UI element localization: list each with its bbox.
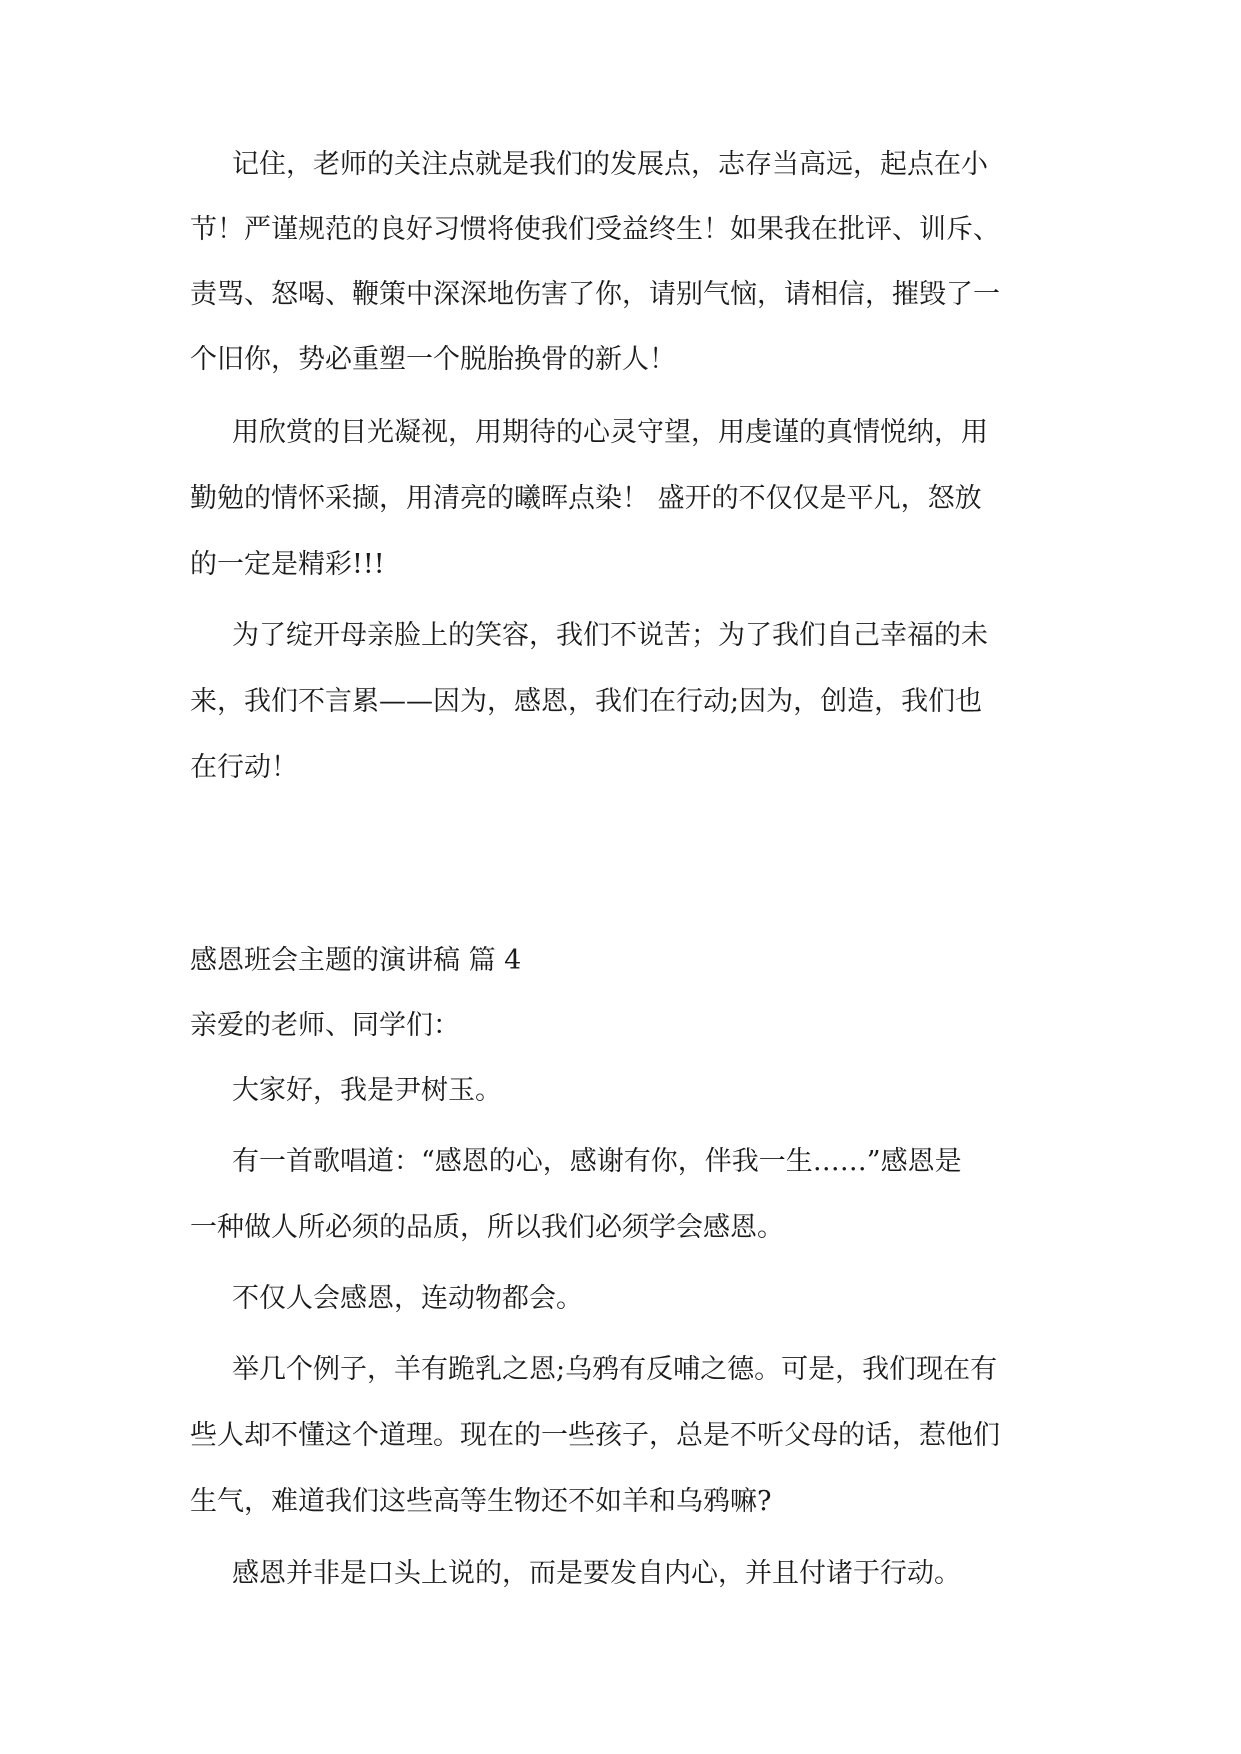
paragraph-line: 记住，老师的关注点就是我们的发展点，志存当高远，起点在小 <box>232 149 988 180</box>
paragraph-line: 的一定是精彩!!! <box>190 549 385 580</box>
paragraph-line: 责骂、怒喝、鞭策中深深地伤害了你，请别气恼，请相信，摧毁了一 <box>190 279 1000 310</box>
paragraph-line: 来，我们不言累——因为，感恩，我们在行动;因为，创造，我们也 <box>190 686 983 717</box>
paragraph-line: 不仅人会感恩，连动物都会。 <box>232 1283 583 1314</box>
paragraph-line: 举几个例子，羊有跪乳之恩;乌鸦有反哺之德。可是，我们现在有 <box>232 1354 998 1385</box>
paragraph-line: 生气，难道我们这些高等生物还不如羊和乌鸦嘛? <box>190 1486 772 1517</box>
paragraph-line: 个旧你，势必重塑一个脱胎换骨的新人！ <box>190 344 676 375</box>
salutation: 亲爱的老师、同学们： <box>190 1010 460 1041</box>
paragraph-line: 些人却不懂这个道理。现在的一些孩子，总是不听父母的话，惹他们 <box>190 1420 1000 1451</box>
paragraph-line: 在行动！ <box>190 752 298 783</box>
paragraph-line: 感恩并非是口头上说的，而是要发自内心，并且付诸于行动。 <box>232 1558 961 1589</box>
paragraph-line: 勤勉的情怀采撷，用清亮的曦晖点染！ 盛开的不仅仅是平凡，怒放 <box>190 483 982 514</box>
paragraph-line: 大家好，我是尹树玉。 <box>232 1075 502 1106</box>
paragraph-line: 有一首歌唱道：“感恩的心，感谢有你，伴我一生……”感恩是 <box>232 1146 962 1177</box>
paragraph-line: 节！严谨规范的良好习惯将使我们受益终生！如果我在批评、训斥、 <box>190 214 1000 245</box>
section-title: 感恩班会主题的演讲稿 篇 4 <box>190 945 522 976</box>
paragraph-line: 一种做人所必须的品质，所以我们必须学会感恩。 <box>190 1212 784 1243</box>
paragraph-line: 用欣赏的目光凝视，用期待的心灵守望，用虔谨的真情悦纳，用 <box>232 417 988 448</box>
paragraph-line: 为了绽开母亲脸上的笑容，我们不说苦；为了我们自己幸福的未 <box>232 620 988 651</box>
